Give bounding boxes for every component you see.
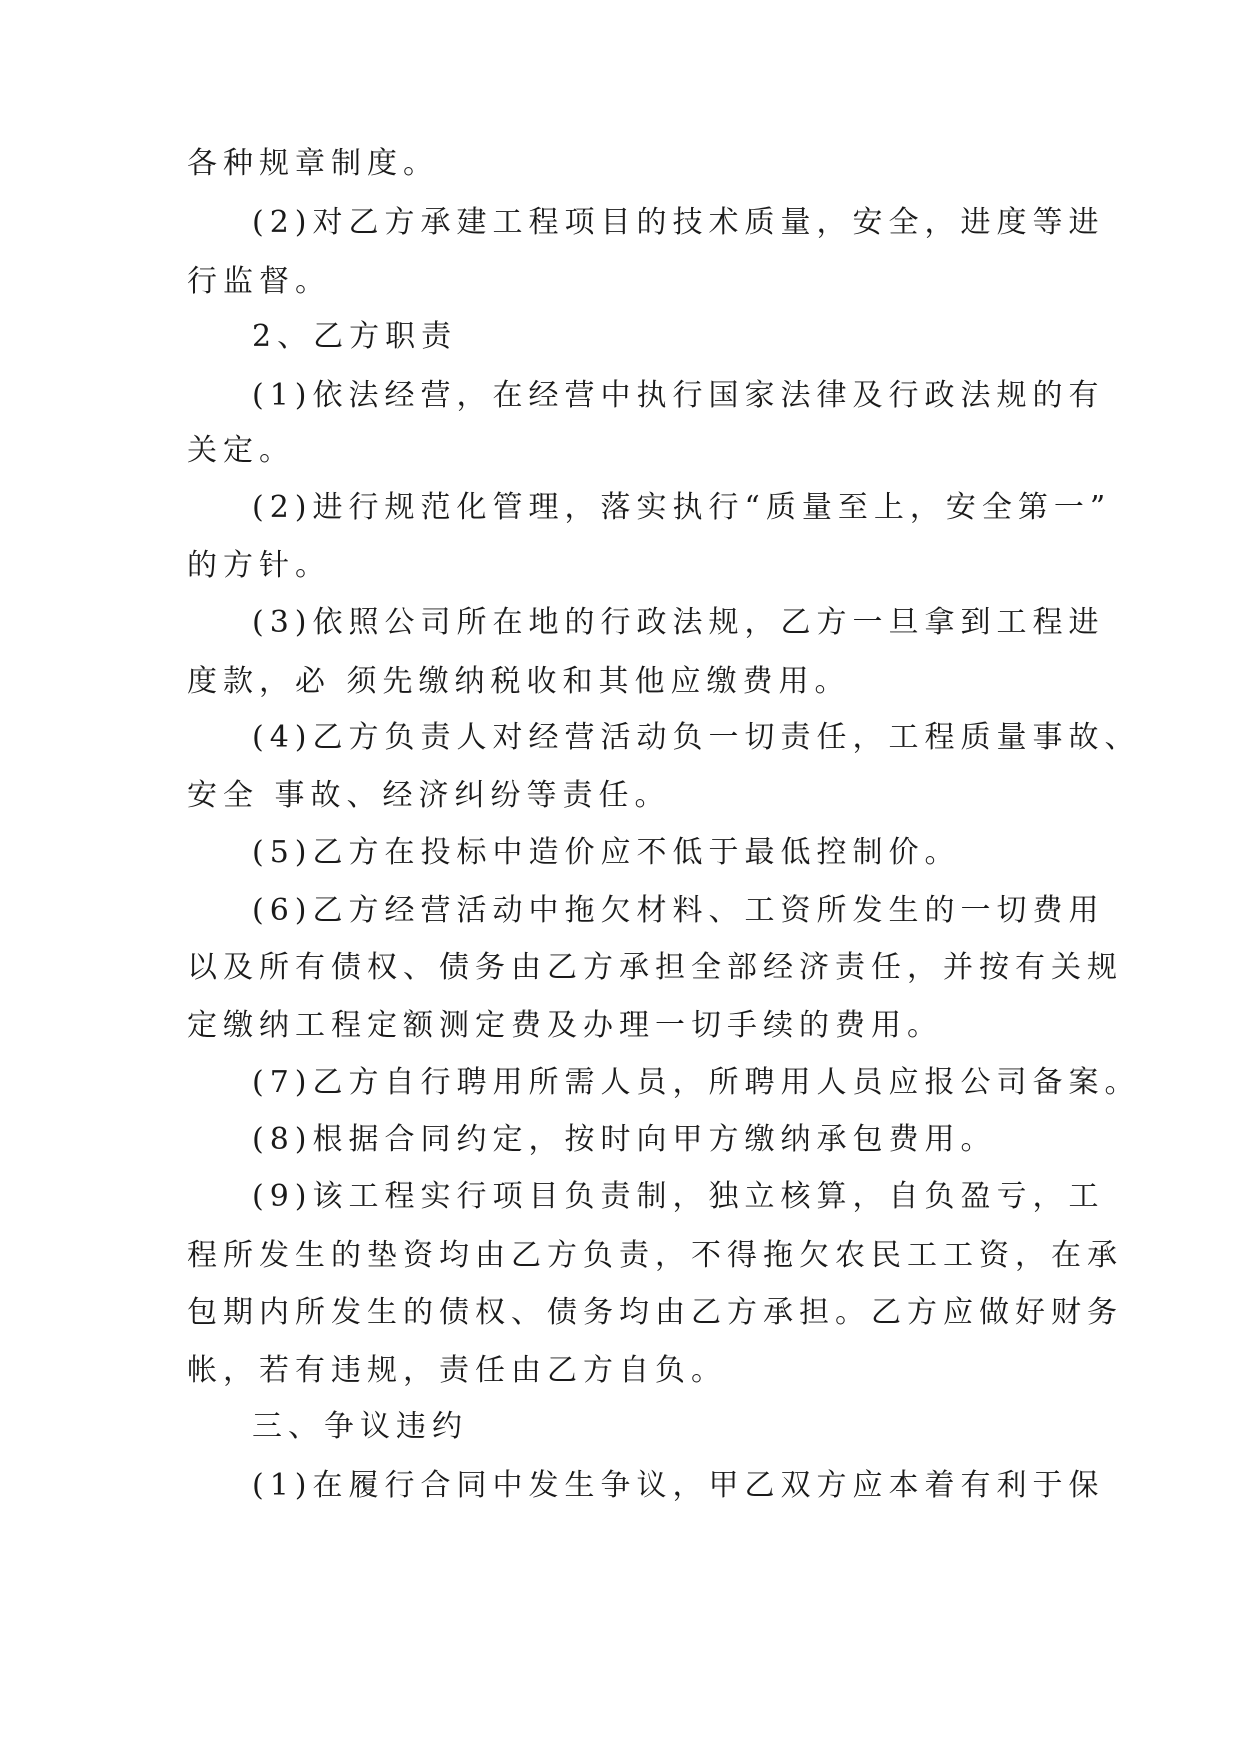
text-line: 度款，必 须先缴纳税收和其他应缴费用。: [187, 664, 851, 699]
section-heading: 2、乙方职责: [252, 319, 458, 354]
text-line: (5)乙方在投标中造价应不低于最低控制价。: [252, 835, 961, 870]
text-line: 程所发生的垫资均由乙方负责，不得拖欠农民工工资，在承: [187, 1238, 1123, 1273]
text-line: (1)在履行合同中发生争议，甲乙双方应本着有利于保: [252, 1468, 1105, 1503]
text-line: 的方针。: [187, 548, 331, 583]
text-line: (7)乙方自行聘用所需人员，所聘用人员应报公司备案。: [252, 1065, 1141, 1100]
text-line: (1)依法经营，在经营中执行国家法律及行政法规的有: [252, 378, 1105, 413]
text-line: 安全 事故、经济纠纷等责任。: [187, 778, 671, 813]
text-line: 行监督。: [187, 264, 331, 299]
text-line: (4)乙方负责人对经营活动负一切责任，工程质量事故、: [252, 720, 1141, 755]
text-line: 关定。: [187, 433, 295, 468]
text-line: (2)对乙方承建工程项目的技术质量，安全，进度等进: [252, 205, 1105, 240]
text-line: (8)根据合同约定，按时向甲方缴纳承包费用。: [252, 1122, 997, 1157]
text-line: 定缴纳工程定额测定费及办理一切手续的费用。: [187, 1008, 943, 1043]
text-line: (6)乙方经营活动中拖欠材料、工资所发生的一切费用: [252, 893, 1105, 928]
text-line: (2)进行规范化管理，落实执行“质量至上，安全第一”: [252, 490, 1112, 525]
text-line: 各种规章制度。: [187, 146, 439, 181]
text-line: (9)该工程实行项目负责制，独立核算，自负盈亏，工: [252, 1179, 1105, 1214]
text-line: (3)依照公司所在地的行政法规，乙方一旦拿到工程进: [252, 605, 1105, 640]
section-heading: 三、争议违约: [252, 1409, 468, 1444]
text-line: 包期内所发生的债权、债务均由乙方承担。乙方应做好财务: [187, 1295, 1123, 1330]
text-line: 帐，若有违规，责任由乙方自负。: [187, 1353, 727, 1388]
text-line: 以及所有债权、债务由乙方承担全部经济责任，并按有关规: [187, 950, 1123, 985]
